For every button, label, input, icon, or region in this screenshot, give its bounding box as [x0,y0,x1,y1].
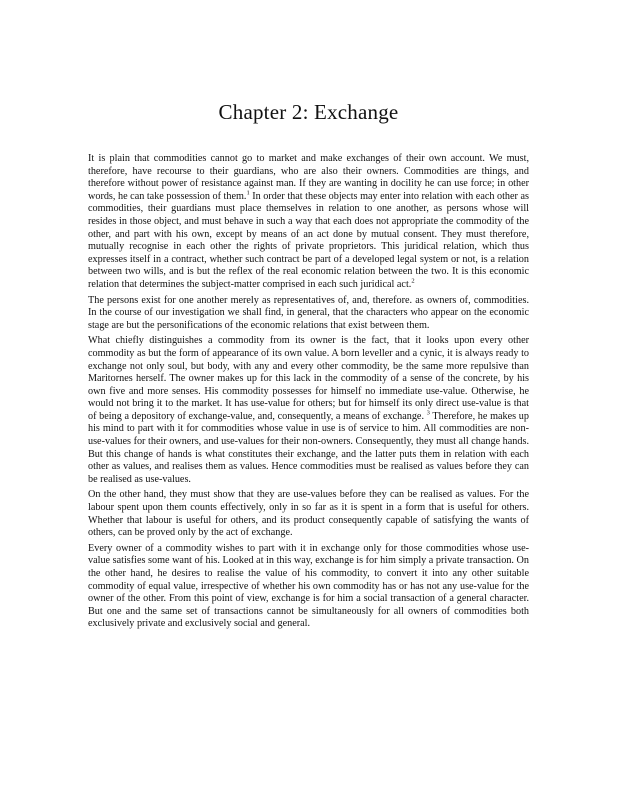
paragraph-text: The persons exist for one another merely as representatives of, and, therefore. as owners of, commodities. In the course of our investigation we shall find, in general, that the characters who appear on the economic stage are but the personifications of the economic relations that exist between them. [88,294,529,331]
chapter-title: Chapter 2: Exchange [218,100,399,124]
paragraph [88,543,529,631]
paragraph [88,335,529,486]
footnote-marker: 3 [426,409,430,417]
paragraph-text: It is plain that commodities cannot go to market and make exchanges of their own account. We must, therefore, have recourse to their guardians, who are also their owners. Commodities are things, and therefore without power of resistance against man. If they are wanting in docility he can use force; in other words, he can take possession of them. [88,153,529,202]
document-page [88,100,529,634]
paragraph-text: Therefore, he makes up his mind to part with it for commodities whose value in use is of service to him. All commodities are non-use-values for their owners, and use-values for their non-owners. Consequently, they must all change hands. But this change of hands is what constitutes their exchange, and the latter puts them in relation with each other as values, and realises them as values. Hence commodities must be realised as values before they can be realised as use-values. [88,410,529,485]
paragraph-text: In order that these objects may enter into relation with each other as commodities, their guardians must place themselves in relation to one another, as persons whose will resides in those object, and must behave in such a way that each does not appropriate the commodity of the other, and part with his own, except by means of an act done by mutual consent. They must therefore, mutually recognise in each other the rights of private proprietors. This juridical relation, which thus expresses itself in a contract, whether such contract be part of a developed legal system or not, is a relation between two wills, and is but the reflex of the real economic relation between the two. It is this economic relation that determines the subject-matter comprised in each such juridical act. [88,190,529,290]
paragraph [88,295,529,333]
footnote-marker: 2 [411,277,415,285]
chapter-body [88,153,529,631]
paragraph [88,489,529,539]
paragraph-text: Every owner of a commodity wishes to part with it in exchange only for those commodities whose use-value satisfies some want of his. Looked at in this way, exchange is for him simply a private transaction. On the other hand, he desires to realise the value of his commodity, to convert it into any other suitable commodity of equal value, irrespective of whether his own commodity has or has not any use-value for the owner of the other. From this point of view, exchange is for him a social transaction of a general character. But one and the same set of transactions cannot be simultaneously for all owners of commodities both exclusively private and exclusively social and general. [88,542,529,630]
paragraph [88,153,529,292]
paragraph-text: On the other hand, they must show that they are use-values before they can be realised as values. For the labour spent upon them counts effectively, only in so far as it is spent in a form that is useful for others. Whether that labour is useful for others, and its product consequently capable of satisfying the wants of others, can be proved only by the act of exchange. [88,489,529,539]
paragraph-text: What chiefly distinguishes a commodity from its owner is the fact, that it looks upon every other commodity as but the form of appearance of its own value. A born leveller and a cynic, it is always ready to exchange not only soul, but body, with any and every other commodity, be the same more repulsive than Maritornes herself. The owner makes up for this lack in the commodity of a sense of the concrete, by his own five and more senses. His commodity possesses for himself no immediate use-value. Otherwise, he would not bring it to the market. It has use-value for others; but for himself its only direct use-value is that of being a depository of exchange-value, and, consequently, a means of exchange. [88,335,529,422]
footnote-marker: 1 [246,189,250,197]
